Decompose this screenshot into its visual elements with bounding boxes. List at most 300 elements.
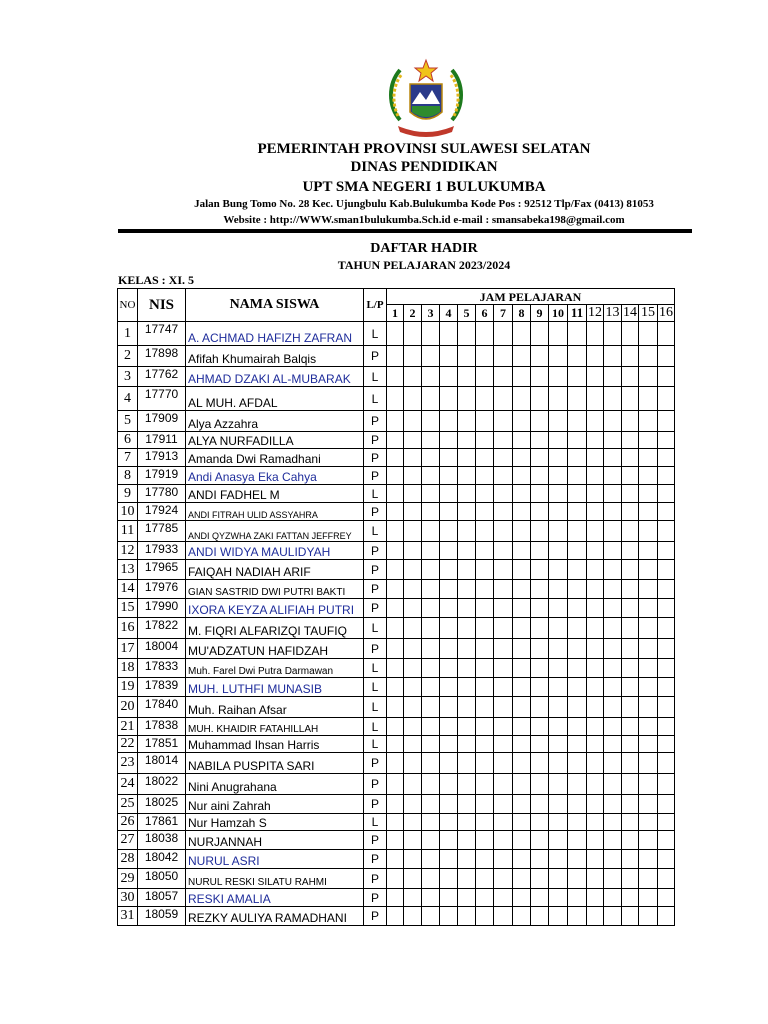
attendance-cell bbox=[404, 521, 422, 542]
row-number: 22 bbox=[118, 736, 138, 753]
attendance-cell bbox=[458, 542, 476, 560]
attendance-cell bbox=[604, 639, 622, 659]
attendance-cell bbox=[639, 467, 658, 485]
attendance-cell bbox=[387, 542, 404, 560]
attendance-cell bbox=[658, 467, 675, 485]
attendance-cell bbox=[422, 889, 440, 907]
student-gender: P bbox=[364, 795, 387, 814]
attendance-cell bbox=[531, 618, 549, 639]
student-gender: L bbox=[364, 814, 387, 831]
attendance-cell bbox=[387, 718, 404, 736]
attendance-cell bbox=[658, 580, 675, 599]
attendance-cell bbox=[458, 503, 476, 521]
attendance-cell bbox=[531, 795, 549, 814]
attendance-cell bbox=[494, 718, 513, 736]
attendance-cell bbox=[604, 411, 622, 432]
student-gender: L bbox=[364, 322, 387, 346]
student-gender: P bbox=[364, 503, 387, 521]
attendance-cell bbox=[404, 639, 422, 659]
student-gender: L bbox=[364, 736, 387, 753]
attendance-cell bbox=[622, 599, 639, 618]
student-name: Muh. Farel Dwi Putra Darmawan bbox=[186, 659, 364, 678]
row-number: 24 bbox=[118, 774, 138, 795]
student-name: ANDI WIDYA MAULIDYAH bbox=[186, 542, 364, 560]
attendance-cell bbox=[622, 850, 639, 869]
student-gender: P bbox=[364, 346, 387, 367]
attendance-cell bbox=[587, 659, 604, 678]
row-number: 20 bbox=[118, 697, 138, 718]
student-gender: P bbox=[364, 869, 387, 889]
attendance-cell bbox=[476, 467, 494, 485]
attendance-cell bbox=[440, 639, 458, 659]
attendance-cell bbox=[587, 678, 604, 697]
attendance-cell bbox=[622, 814, 639, 831]
attendance-cell bbox=[568, 580, 587, 599]
attendance-cell bbox=[531, 678, 549, 697]
student-gender: L bbox=[364, 618, 387, 639]
student-name: Andi Anasya Eka Cahya bbox=[186, 467, 364, 485]
attendance-cell bbox=[568, 521, 587, 542]
attendance-cell bbox=[568, 697, 587, 718]
attendance-cell bbox=[458, 346, 476, 367]
student-row bbox=[118, 521, 675, 542]
attendance-cell bbox=[604, 449, 622, 467]
attendance-cell bbox=[587, 503, 604, 521]
attendance-cell bbox=[404, 889, 422, 907]
attendance-cell bbox=[422, 814, 440, 831]
attendance-cell bbox=[658, 697, 675, 718]
header-nis: NIS bbox=[138, 289, 186, 322]
attendance-cell bbox=[476, 599, 494, 618]
attendance-cell bbox=[639, 449, 658, 467]
student-row bbox=[118, 387, 675, 411]
attendance-cell bbox=[458, 697, 476, 718]
attendance-cell bbox=[531, 814, 549, 831]
attendance-cell bbox=[494, 753, 513, 774]
attendance-cell bbox=[513, 503, 531, 521]
attendance-cell bbox=[440, 831, 458, 850]
hour-header: 6 bbox=[476, 305, 494, 322]
student-name: Afifah Khumairah Balqis bbox=[186, 346, 364, 367]
hour-header: 10 bbox=[549, 305, 568, 322]
row-number: 29 bbox=[118, 869, 138, 889]
attendance-cell bbox=[587, 387, 604, 411]
row-number: 15 bbox=[118, 599, 138, 618]
attendance-cell bbox=[404, 907, 422, 926]
student-nis: 17913 bbox=[138, 449, 186, 467]
row-number: 6 bbox=[118, 432, 138, 449]
attendance-cell bbox=[476, 889, 494, 907]
attendance-cell bbox=[531, 346, 549, 367]
attendance-cell bbox=[422, 503, 440, 521]
attendance-cell bbox=[658, 678, 675, 697]
student-nis: 17851 bbox=[138, 736, 186, 753]
attendance-cell bbox=[531, 697, 549, 718]
attendance-cell bbox=[658, 560, 675, 580]
attendance-cell bbox=[422, 432, 440, 449]
attendance-cell bbox=[658, 814, 675, 831]
attendance-cell bbox=[658, 774, 675, 795]
attendance-cell bbox=[658, 503, 675, 521]
attendance-cell bbox=[604, 907, 622, 926]
row-number: 23 bbox=[118, 753, 138, 774]
attendance-cell bbox=[440, 432, 458, 449]
attendance-cell bbox=[604, 889, 622, 907]
attendance-cell bbox=[440, 367, 458, 387]
attendance-cell bbox=[568, 850, 587, 869]
attendance-cell bbox=[387, 367, 404, 387]
attendance-cell bbox=[387, 889, 404, 907]
attendance-cell bbox=[658, 449, 675, 467]
attendance-cell bbox=[604, 618, 622, 639]
attendance-cell bbox=[549, 850, 568, 869]
header-government-line: PEMERINTAH PROVINSI SULAWESI SELATAN bbox=[257, 141, 591, 157]
class-label: KELAS : XI. 5 bbox=[118, 273, 195, 287]
attendance-cell bbox=[658, 889, 675, 907]
attendance-cell bbox=[494, 367, 513, 387]
student-name: NABILA PUSPITA SARI bbox=[186, 753, 364, 774]
student-nis: 17785 bbox=[138, 521, 186, 542]
attendance-cell bbox=[549, 618, 568, 639]
attendance-cell bbox=[458, 850, 476, 869]
student-gender: L bbox=[364, 718, 387, 736]
attendance-cell bbox=[476, 367, 494, 387]
attendance-cell bbox=[440, 542, 458, 560]
attendance-cell bbox=[531, 639, 549, 659]
attendance-cell bbox=[531, 560, 549, 580]
attendance-cell bbox=[604, 718, 622, 736]
student-row bbox=[118, 736, 675, 753]
attendance-cell bbox=[622, 542, 639, 560]
attendance-cell bbox=[622, 718, 639, 736]
attendance-cell bbox=[422, 387, 440, 411]
attendance-cell bbox=[604, 831, 622, 850]
hour-header: 2 bbox=[404, 305, 422, 322]
attendance-cell bbox=[387, 521, 404, 542]
attendance-cell bbox=[622, 831, 639, 850]
row-number: 14 bbox=[118, 580, 138, 599]
attendance-cell bbox=[494, 889, 513, 907]
student-row bbox=[118, 618, 675, 639]
student-row bbox=[118, 889, 675, 907]
row-number: 18 bbox=[118, 659, 138, 678]
student-nis: 18050 bbox=[138, 869, 186, 889]
header-address: Jalan Bung Tomo No. 28 Kec. Ujungbulu Kab.Bulukumba Kode Pos : 92512 Tlp/Fax (0413) 81053 bbox=[194, 198, 654, 210]
student-gender: P bbox=[364, 850, 387, 869]
attendance-cell bbox=[658, 521, 675, 542]
student-nis: 18004 bbox=[138, 639, 186, 659]
attendance-cell bbox=[476, 449, 494, 467]
attendance-cell bbox=[622, 560, 639, 580]
attendance-cell bbox=[422, 774, 440, 795]
attendance-cell bbox=[568, 814, 587, 831]
header-nama-siswa: NAMA SISWA bbox=[186, 289, 364, 322]
hour-header: 7 bbox=[494, 305, 513, 322]
attendance-cell bbox=[422, 907, 440, 926]
header-agency-line: DINAS PENDIDIKAN bbox=[350, 159, 498, 175]
student-gender: P bbox=[364, 432, 387, 449]
attendance-cell bbox=[549, 831, 568, 850]
attendance-cell bbox=[622, 753, 639, 774]
student-nis: 17840 bbox=[138, 697, 186, 718]
attendance-cell bbox=[494, 814, 513, 831]
attendance-cell bbox=[404, 831, 422, 850]
attendance-cell bbox=[531, 907, 549, 926]
attendance-cell bbox=[568, 432, 587, 449]
attendance-cell bbox=[476, 850, 494, 869]
attendance-cell bbox=[639, 485, 658, 503]
attendance-cell bbox=[658, 907, 675, 926]
header-website-email: Website : http://WWW.sman1bulukumba.Sch.id e-mail : smansabeka198@gmail.com bbox=[223, 214, 625, 226]
attendance-cell bbox=[658, 367, 675, 387]
attendance-cell bbox=[404, 599, 422, 618]
attendance-cell bbox=[513, 907, 531, 926]
attendance-cell bbox=[587, 560, 604, 580]
attendance-cell bbox=[531, 869, 549, 889]
attendance-cell bbox=[639, 659, 658, 678]
attendance-cell bbox=[440, 346, 458, 367]
attendance-cell bbox=[440, 387, 458, 411]
attendance-cell bbox=[387, 387, 404, 411]
attendance-cell bbox=[440, 322, 458, 346]
attendance-cell bbox=[387, 753, 404, 774]
attendance-cell bbox=[587, 411, 604, 432]
attendance-cell bbox=[604, 485, 622, 503]
document-title: DAFTAR HADIR bbox=[370, 241, 478, 256]
attendance-cell bbox=[604, 850, 622, 869]
attendance-cell bbox=[587, 718, 604, 736]
student-row bbox=[118, 907, 675, 926]
student-name: REZKY AULIYA RAMADHANI bbox=[186, 907, 364, 926]
attendance-cell bbox=[494, 580, 513, 599]
attendance-cell bbox=[494, 618, 513, 639]
student-row bbox=[118, 639, 675, 659]
row-number: 12 bbox=[118, 542, 138, 560]
attendance-cell bbox=[604, 659, 622, 678]
attendance-cell bbox=[422, 618, 440, 639]
student-nis: 17911 bbox=[138, 432, 186, 449]
attendance-cell bbox=[494, 346, 513, 367]
attendance-cell bbox=[476, 521, 494, 542]
attendance-cell bbox=[622, 387, 639, 411]
attendance-cell bbox=[494, 774, 513, 795]
attendance-cell bbox=[494, 736, 513, 753]
attendance-cell bbox=[404, 736, 422, 753]
attendance-cell bbox=[531, 850, 549, 869]
attendance-cell bbox=[568, 869, 587, 889]
attendance-cell bbox=[458, 678, 476, 697]
attendance-cell bbox=[604, 467, 622, 485]
attendance-cell bbox=[568, 599, 587, 618]
attendance-cell bbox=[604, 367, 622, 387]
attendance-cell bbox=[639, 795, 658, 814]
attendance-cell bbox=[549, 449, 568, 467]
attendance-cell bbox=[476, 907, 494, 926]
attendance-cell bbox=[568, 449, 587, 467]
attendance-cell bbox=[568, 346, 587, 367]
rice-stalk-left-icon bbox=[391, 70, 402, 120]
student-row bbox=[118, 346, 675, 367]
attendance-cell bbox=[458, 411, 476, 432]
attendance-cell bbox=[476, 639, 494, 659]
attendance-cell bbox=[387, 697, 404, 718]
student-gender: L bbox=[364, 485, 387, 503]
attendance-cell bbox=[404, 850, 422, 869]
student-name: Muhammad Ihsan Harris bbox=[186, 736, 364, 753]
attendance-cell bbox=[513, 580, 531, 599]
attendance-cell bbox=[639, 322, 658, 346]
letterhead-divider bbox=[118, 229, 692, 233]
attendance-cell bbox=[513, 449, 531, 467]
attendance-cell bbox=[387, 618, 404, 639]
attendance-cell bbox=[458, 521, 476, 542]
student-row bbox=[118, 560, 675, 580]
attendance-cell bbox=[458, 432, 476, 449]
attendance-cell bbox=[494, 907, 513, 926]
student-nis: 17861 bbox=[138, 814, 186, 831]
hour-header: 5 bbox=[458, 305, 476, 322]
student-row bbox=[118, 678, 675, 697]
attendance-cell bbox=[458, 322, 476, 346]
attendance-cell bbox=[422, 542, 440, 560]
attendance-cell bbox=[458, 718, 476, 736]
student-row bbox=[118, 449, 675, 467]
attendance-cell bbox=[513, 831, 531, 850]
hour-header: 15 bbox=[639, 305, 658, 322]
attendance-cell bbox=[587, 599, 604, 618]
attendance-cell bbox=[440, 503, 458, 521]
header-lp: L/P bbox=[364, 289, 387, 322]
attendance-cell bbox=[639, 411, 658, 432]
hour-header: 9 bbox=[531, 305, 549, 322]
attendance-cell bbox=[404, 560, 422, 580]
student-gender: P bbox=[364, 907, 387, 926]
attendance-cell bbox=[513, 697, 531, 718]
attendance-cell bbox=[658, 599, 675, 618]
attendance-cell bbox=[639, 432, 658, 449]
attendance-cell bbox=[568, 485, 587, 503]
attendance-cell bbox=[531, 387, 549, 411]
attendance-cell bbox=[422, 795, 440, 814]
row-number: 28 bbox=[118, 850, 138, 869]
attendance-cell bbox=[476, 485, 494, 503]
row-number: 16 bbox=[118, 618, 138, 639]
attendance-cell bbox=[422, 678, 440, 697]
attendance-cell bbox=[404, 869, 422, 889]
attendance-cell bbox=[531, 322, 549, 346]
attendance-cell bbox=[587, 485, 604, 503]
attendance-cell bbox=[404, 387, 422, 411]
student-name: Nini Anugrahana bbox=[186, 774, 364, 795]
attendance-cell bbox=[587, 795, 604, 814]
row-number: 3 bbox=[118, 367, 138, 387]
student-row bbox=[118, 718, 675, 736]
attendance-cell bbox=[476, 322, 494, 346]
attendance-cell bbox=[494, 599, 513, 618]
attendance-cell bbox=[404, 753, 422, 774]
attendance-cell bbox=[404, 814, 422, 831]
attendance-cell bbox=[639, 367, 658, 387]
attendance-cell bbox=[549, 432, 568, 449]
attendance-cell bbox=[658, 618, 675, 639]
attendance-cell bbox=[604, 814, 622, 831]
student-nis: 18059 bbox=[138, 907, 186, 926]
attendance-cell bbox=[549, 889, 568, 907]
student-nis: 17919 bbox=[138, 467, 186, 485]
attendance-cell bbox=[513, 850, 531, 869]
attendance-cell bbox=[639, 618, 658, 639]
student-gender: L bbox=[364, 387, 387, 411]
attendance-cell bbox=[622, 795, 639, 814]
attendance-cell bbox=[387, 907, 404, 926]
student-gender: L bbox=[364, 367, 387, 387]
attendance-cell bbox=[387, 850, 404, 869]
student-row bbox=[118, 850, 675, 869]
attendance-cell bbox=[458, 795, 476, 814]
attendance-cell bbox=[513, 618, 531, 639]
attendance-cell bbox=[549, 718, 568, 736]
attendance-cell bbox=[549, 774, 568, 795]
attendance-cell bbox=[513, 753, 531, 774]
attendance-cell bbox=[387, 411, 404, 432]
student-row bbox=[118, 869, 675, 889]
attendance-cell bbox=[440, 795, 458, 814]
attendance-cell bbox=[404, 322, 422, 346]
row-number: 31 bbox=[118, 907, 138, 926]
student-name: MU'ADZATUN HAFIDZAH bbox=[186, 639, 364, 659]
attendance-cell bbox=[404, 467, 422, 485]
attendance-cell bbox=[587, 753, 604, 774]
attendance-cell bbox=[639, 639, 658, 659]
attendance-cell bbox=[639, 560, 658, 580]
hour-header: 8 bbox=[513, 305, 531, 322]
attendance-cell bbox=[513, 467, 531, 485]
attendance-cell bbox=[639, 889, 658, 907]
attendance-cell bbox=[639, 831, 658, 850]
attendance-cell bbox=[440, 449, 458, 467]
attendance-cell bbox=[639, 580, 658, 599]
attendance-cell bbox=[622, 736, 639, 753]
student-nis: 17898 bbox=[138, 346, 186, 367]
student-nis: 18025 bbox=[138, 795, 186, 814]
attendance-cell bbox=[587, 322, 604, 346]
attendance-cell bbox=[422, 521, 440, 542]
attendance-cell bbox=[622, 322, 639, 346]
student-gender: P bbox=[364, 560, 387, 580]
attendance-cell bbox=[639, 599, 658, 618]
attendance-cell bbox=[658, 387, 675, 411]
row-number: 1 bbox=[118, 322, 138, 346]
attendance-cell bbox=[476, 678, 494, 697]
hour-header: 3 bbox=[422, 305, 440, 322]
attendance-cell bbox=[422, 485, 440, 503]
attendance-cell bbox=[387, 485, 404, 503]
attendance-cell bbox=[622, 521, 639, 542]
student-gender: L bbox=[364, 678, 387, 697]
student-gender: P bbox=[364, 753, 387, 774]
attendance-cell bbox=[458, 599, 476, 618]
attendance-cell bbox=[587, 521, 604, 542]
student-row bbox=[118, 659, 675, 678]
attendance-cell bbox=[440, 678, 458, 697]
attendance-cell bbox=[622, 869, 639, 889]
attendance-cell bbox=[604, 795, 622, 814]
attendance-cell bbox=[531, 449, 549, 467]
hour-header: 1 bbox=[387, 305, 404, 322]
attendance-cell bbox=[387, 678, 404, 697]
attendance-cell bbox=[387, 322, 404, 346]
student-row bbox=[118, 322, 675, 346]
